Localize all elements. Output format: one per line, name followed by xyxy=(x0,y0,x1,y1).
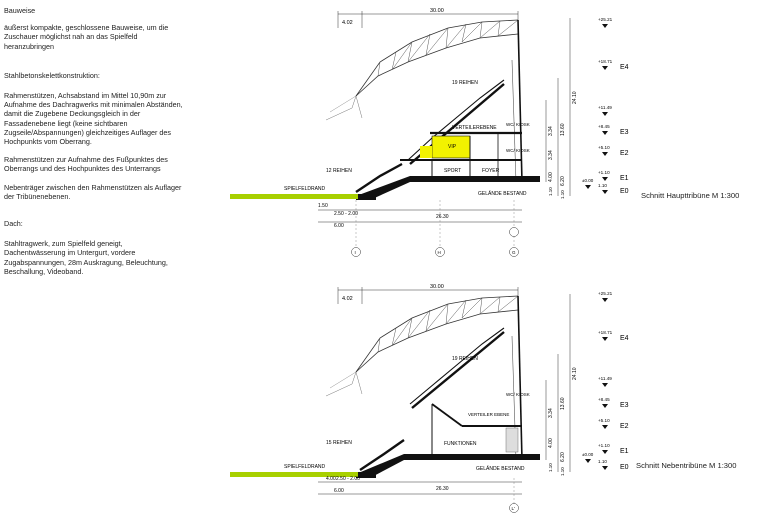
dim-v-7-2: 1.10 xyxy=(548,463,553,472)
level-1-name-7: E0 xyxy=(620,188,629,195)
level-2-marker-1 xyxy=(602,337,608,341)
level-1-marker-7 xyxy=(602,190,608,194)
level-1-name-3: E3 xyxy=(620,129,629,136)
level-1-marker-4 xyxy=(602,152,608,156)
level-1-name-5: E1 xyxy=(620,175,629,182)
level-1-marker-2 xyxy=(602,112,608,116)
dim-left-top-1: 4.02 xyxy=(342,20,353,26)
rows-lower-2: 15 REIHEN xyxy=(326,440,352,446)
level-2-name-7: E0 xyxy=(620,464,629,471)
level-1-name-1: E4 xyxy=(620,64,629,71)
dim-v-6-2: 6.20 xyxy=(560,452,566,462)
spielfeldrand-1: SPIELFELDRAND xyxy=(284,186,326,192)
dim-v-1-2: 24.10 xyxy=(572,367,578,380)
room-wc-kiosk-1a: WC/ KIOSK xyxy=(506,122,530,127)
dim-v-6-1: 6.20 xyxy=(560,176,566,186)
text-stahlbeton-2: Rahmenstützen zur Aufnahme des Fußpunktes des Oberrangs und des Hochpunktes des Unterrangs xyxy=(4,155,168,174)
level-2-height-2: +11.49 xyxy=(598,376,612,381)
room-wc-kiosk-1b: WC/ KIOSK xyxy=(506,148,530,153)
dim-v-1-1: 24.10 xyxy=(572,91,578,104)
level-2-height-5: +1.10 xyxy=(598,443,610,448)
text-bauweise: äußerst kompakte, geschlossene Bauweise, um die Zuschauer möglichst nah an das Spielfeld heranzubringen xyxy=(4,23,169,51)
dim-v-3-1: 3.34 xyxy=(548,126,554,136)
dim-v-2-2: 13.60 xyxy=(560,397,566,410)
room-vip-1: VIP xyxy=(448,144,457,150)
level-1-marker-5 xyxy=(602,177,608,181)
room-wc-kiosk-2: WC/ KIOSK xyxy=(506,392,530,397)
level-2-name-4: E2 xyxy=(620,423,629,430)
level-1-height-2: +11.49 xyxy=(598,105,612,110)
level-1-height-0: +25.21 xyxy=(598,17,613,22)
rows-upper-2: 19 REIHEN xyxy=(452,356,478,362)
spielfeldrand-2: SPIELFELDRAND xyxy=(284,464,326,470)
dim-bottom-d-1: 26.30 xyxy=(436,214,449,220)
level-2-marker-3 xyxy=(602,404,608,408)
text-dach: Stahltragwerk, zum Spielfeld geneigt, Dachentwässerung im Untergurt, vordere Zugabspannungen, 28m Auskragung, Beleuchtung, Beschallung, Videoband. xyxy=(4,239,168,276)
caption-nebentribuene: Schnitt Nebentribüne M 1:300 xyxy=(636,461,737,470)
dim-v-5-1: 4.00 xyxy=(548,172,554,182)
room-foyer-1: FOYER xyxy=(482,168,500,174)
level-2-marker-2 xyxy=(602,383,608,387)
level-2-marker-7 xyxy=(602,466,608,470)
dim-top-2: 30.00 xyxy=(430,284,444,290)
dim-bottom-c-1: 6.00 xyxy=(334,223,344,229)
room-verteiler-2: VERTEILER EBENE xyxy=(468,412,510,417)
level-2-name-3: E3 xyxy=(620,402,629,409)
dim-left-top-2: 4.02 xyxy=(342,296,353,302)
level-1-marker-1 xyxy=(602,66,608,70)
dim-v-7-1: 1.10 xyxy=(548,187,553,196)
level-markers-2 xyxy=(598,291,629,471)
spielfeld-1 xyxy=(230,194,358,199)
caption-haupttribuene: Schnitt Haupttribüne M 1:300 xyxy=(641,191,740,200)
gelaende-1: GELÄNDE BESTAND xyxy=(478,191,527,197)
dim-bottom-d-2: 26.30 xyxy=(436,486,449,492)
level-1-marker-3 xyxy=(602,131,608,135)
axis-label-1-3: G xyxy=(512,250,516,255)
heading-dach: Dach: xyxy=(4,219,23,229)
level-2-marker-0 xyxy=(602,298,608,302)
level-1-height-3: +8.45 xyxy=(598,124,610,129)
dim-v-5-2: 4.00 xyxy=(548,438,554,448)
level-markers-1 xyxy=(598,17,629,195)
heading-bauweise: Bauweise xyxy=(4,6,36,15)
dim-v-8-1: 1.10 xyxy=(560,190,565,199)
axis-label-1-1: I xyxy=(354,250,356,255)
dim-v-4-1: 3.34 xyxy=(548,150,554,160)
text-stahlbeton-1: Rahmenstützen, Achsabstand im Mittel 10,90m zur Aufnahme des Dachragwerks mit minimalen Abständen, damit die Zugebene Deckungsgleich in der Fassadenebene liegt (keine sichtbaren Zugseile/Abspannungen) gleichzeitiges Auflager des Hochpunkts vom Oberrang. xyxy=(4,91,183,147)
text-stahlbeton-3: Nebenträger zwischen den Rahmenstützen als Auflager der Tribünenebenen. xyxy=(4,182,182,201)
dim-v-2-1: 13.60 xyxy=(560,123,566,136)
room-funktionen-2: FUNKTIONEN xyxy=(444,441,477,447)
room-sport-1: SPORT xyxy=(444,168,462,174)
level-1-height-1: +18.71 xyxy=(598,59,613,64)
level-2-name-5: E1 xyxy=(620,448,629,455)
level-2-height-1: +18.71 xyxy=(598,330,613,335)
level-1-height-4: +5.10 xyxy=(598,145,610,150)
dim-bottom-b-1: 2.50 - 2.00 xyxy=(334,211,358,217)
axis-label-1-2: H xyxy=(437,250,441,255)
level-zero-2: ±0.00 xyxy=(582,452,594,457)
heading-stahlbeton: Stahlbetonskelettkonstruktion: xyxy=(4,70,100,80)
dim-bottom-b-2: 2.50 - 2.00 xyxy=(336,476,360,482)
level-1-height-5: +1.10 xyxy=(598,170,610,175)
dim-bottom-a-1: 1.50 xyxy=(318,203,328,209)
level-2-marker-4 xyxy=(602,425,608,429)
dim-top-1: 30.00 xyxy=(430,8,444,14)
section-nebentribuene-drawing xyxy=(230,284,594,513)
level-1-name-4: E2 xyxy=(620,150,629,157)
room-verteilerebene-1: VERTEILEREBENE xyxy=(452,125,497,131)
level-2-height-7: 1.10 xyxy=(598,459,607,464)
rows-upper-1: 19 REIHEN xyxy=(452,80,478,86)
axis-label-2-1: L' xyxy=(511,506,515,511)
dim-bottom-a-2: 4.00 xyxy=(326,476,336,482)
level-2-height-4: +5.10 xyxy=(598,418,610,423)
level-1-marker-0 xyxy=(602,24,608,28)
level-2-marker-5 xyxy=(602,450,608,454)
dim-v-8-2: 1.10 xyxy=(560,467,565,476)
level-2-height-3: +8.45 xyxy=(598,397,610,402)
section-haupttribuene-drawing xyxy=(230,8,594,257)
level-zero-1: ±0.00 xyxy=(582,178,594,183)
level-2-height-0: +25.21 xyxy=(598,291,613,296)
rows-lower-1: 12 REIHEN xyxy=(326,168,352,174)
level-1-height-7: 1.10 xyxy=(598,183,607,188)
level-2-name-1: E4 xyxy=(620,335,629,342)
dim-v-3-2: 3.34 xyxy=(548,408,554,418)
dim-bottom-c-2: 6.00 xyxy=(334,488,344,494)
gelaende-2: GELÄNDE BESTAND xyxy=(476,466,525,472)
